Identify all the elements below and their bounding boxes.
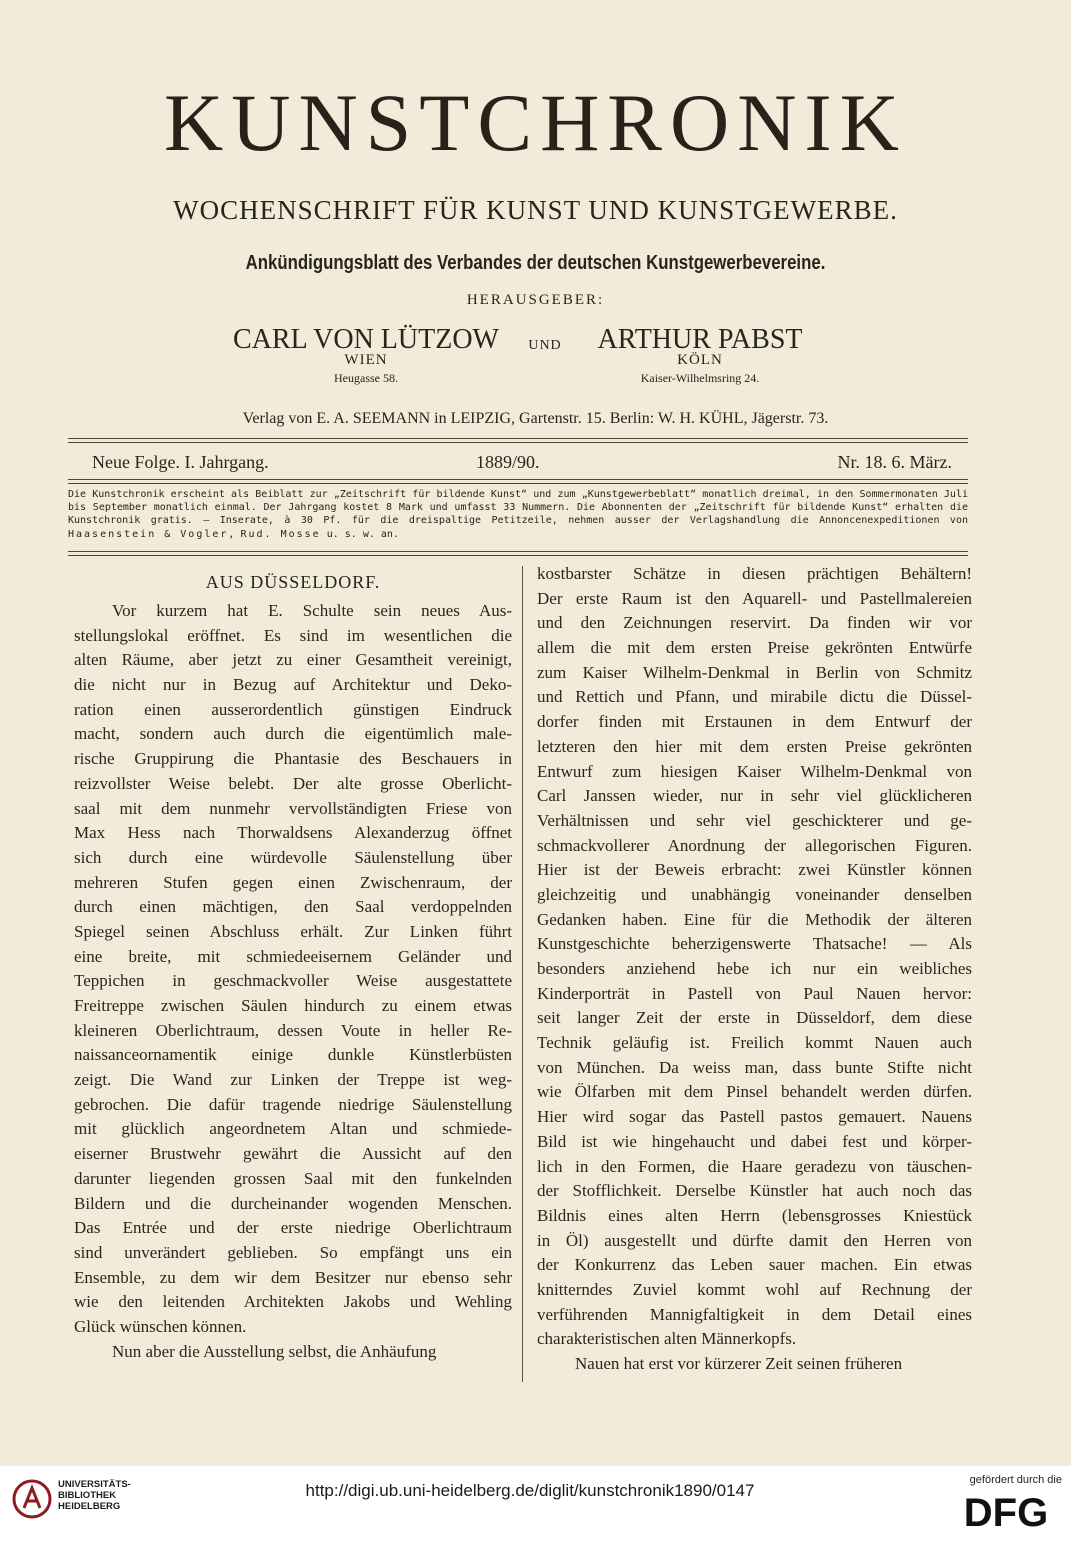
- text-line: Max Hess nach Thorwaldsens Alexanderzug öffnet: [74, 823, 512, 843]
- text-line: allem die mit dem ersten Preise gekrönten Entwürfe: [537, 638, 972, 658]
- text-line: Nun aber die Ausstellung selbst, die Anhäufung: [112, 1341, 437, 1361]
- text-line: mit glücklich angeordnetem Altan und schmiede-: [74, 1119, 512, 1139]
- notice-text-end: u. s. w. an.: [320, 528, 399, 540]
- text-line: sind unverändert geblieben. So empfängt uns ein: [74, 1242, 512, 1262]
- footer-bar: [0, 1466, 1071, 1542]
- editor-city: WIEN: [344, 352, 388, 368]
- text-line: Ensemble, zu dem wir dem Besitzer nur ebenso sehr: [74, 1267, 512, 1287]
- article-title: AUS DÜSSELDORF.: [205, 572, 381, 592]
- text-line: ration einen ausserordentlich günstigen Eindruck: [74, 699, 512, 719]
- text-line: alten Räume, aber jetzt zu einer Gesamtheit vereinigt,: [74, 650, 512, 670]
- text-line: wie Ölfarben mit dem Pinsel behandelt werden dürfen.: [537, 1082, 972, 1102]
- text-line: zeigt. Die Wand zur Linken der Treppe ist weg-: [74, 1070, 512, 1090]
- issue-series: Neue Folge. I. Jahrgang.: [92, 452, 269, 472]
- dfg-logo: [955, 1490, 1057, 1532]
- text-line: kostbarster Schätze in diesen prächtigen Behältern!: [537, 564, 972, 583]
- divider-rule: [68, 442, 968, 443]
- dfg-logo-text: DFG: [963, 1491, 1049, 1532]
- text-line: verführenden Mannigfaltigkeit in dem Detail eines: [537, 1304, 972, 1324]
- text-line: Bildnis eines alten Herrn (lebensgrosses Kniestück: [537, 1205, 972, 1225]
- text-line: mehreren Stufen gegen einen Zwischenraum, der: [74, 872, 512, 892]
- editor-city: KÖLN: [677, 352, 723, 368]
- text-line: der Konkurrenz das Leben sauer machen. Ein etwas: [537, 1255, 972, 1275]
- text-line: Bild ist wie hingehaucht und dabei fest und körper-: [537, 1131, 972, 1151]
- publisher-label: HERAUSGEBER:: [466, 292, 605, 308]
- text-line: Hier wird sogar das Pastell pastos gemauert. Nauens: [537, 1107, 972, 1127]
- issue-info-row: [92, 452, 952, 476]
- notice-text: Die Kunstchronik erscheint als Beiblatt zur „Zeitschrift für bildende Kunst“ und zum „Kunstgewerbeblatt“ monatlich dreimal, in den Sommermonaten Juli bis September monatlich einmal. Der Jahrgang kostet 8 Mark und umfasst 33 Nummern. Die Abonnenten der „Zeitschrift für bildende Kunst“ erhalten die Kunstchronik gratis. — Inserate, à 30 Pf. für die dreispaltige Petitzeile, nehmen ausser der Verlagshandlung die Annoncenexpeditionen von: [68, 489, 968, 527]
- column-divider: [522, 566, 523, 1382]
- editor-conjunction: UND: [528, 338, 562, 353]
- text-line: der Stofflichkeit. Derselbe Künstler hat auch noch das: [537, 1181, 972, 1201]
- text-line: rische Gruppirung die Phantasie des Beschauers in: [74, 749, 512, 769]
- text-line: eine breite, mit schmiedeeisernem Geländer und: [74, 946, 512, 966]
- text-line: sich durch eine würdevolle Säulenstellung über: [74, 847, 512, 867]
- editor-block-1: [216, 324, 516, 386]
- text-line: dorfer finden mit Erstaunen in dem Entwurf der: [537, 712, 972, 732]
- editor-address: Heugasse 58.: [334, 371, 398, 385]
- text-line: schmackvollerer Anordnung der allegorischen Figuren.: [537, 835, 972, 855]
- text-line: Gedanken haben. Eine für die Methodik der älteren: [537, 909, 972, 929]
- text-line: Das Entrée und der erste niedrige Oberlichtraum: [74, 1218, 512, 1238]
- funding-label: gefördert durch die: [969, 1474, 1062, 1486]
- source-url-link[interactable]: http://digi.ub.uni-heidelberg.de/diglit/kunstchronik1890/0147: [305, 1481, 755, 1500]
- masthead-subtitle: WOCHENSCHRIFT FÜR KUNST UND KUNSTGEWERBE.: [173, 195, 898, 225]
- association-line: Ankündigungsblatt des Verbandes der deutschen Kunstgewerbevereine.: [245, 252, 826, 274]
- editor-name: ARTHUR PABST: [597, 324, 803, 355]
- text-line: stellungslokal eröffnet. Es sind im wesentlichen die: [74, 625, 512, 645]
- divider-rule: [68, 551, 968, 552]
- university-seal-icon: [12, 1478, 52, 1520]
- text-line: Der erste Raum ist den Aquarell- und Pastellmalereien: [537, 588, 972, 608]
- text-line: Glück wünschen können.: [74, 1316, 247, 1336]
- text-line: seit langer Zeit der erste in Düsseldorf, dem diese: [537, 1008, 972, 1028]
- text-line: charakteristischen alten Männerkopfs.: [537, 1329, 797, 1349]
- library-name-line: UNIVERSITÄTS-: [58, 1479, 131, 1490]
- text-line: wie den leitenden Architekten Jakobs und Wehling: [74, 1292, 512, 1312]
- text-line: reizvollster Weise belebt. Der alte grosse Oberlicht-: [74, 773, 512, 793]
- text-line: Entwurf zum hiesigen Kaiser Wilhelm-Denkmal von: [537, 761, 972, 781]
- text-line: kleineren Oberlichtraum, dessen Voute in heller Re-: [74, 1020, 512, 1040]
- text-line: Hier ist der Beweis erbracht: zwei Künstler können: [537, 860, 972, 880]
- text-line: Verhältnissen und sehr viel geschickterer und ge-: [537, 810, 972, 830]
- text-line: darunter liegenden grossen Saal mit den funkelnden: [74, 1168, 512, 1188]
- text-line: knitterndes Zuviel kommt wohl auf Rechnung der: [537, 1279, 972, 1299]
- text-line: eiserner Brustwehr gewährt die Aussicht auf den: [74, 1144, 512, 1164]
- text-line: besonders anziehend hebe ich nur ein weibliches: [537, 959, 972, 978]
- text-line: lich in den Formen, die Haare geradezu von täuschen-: [537, 1156, 972, 1176]
- text-line: Kinderporträt in Pastell von Paul Nauen hervor:: [537, 983, 972, 1003]
- editor-address: Kaiser-Wilhelmsring 24.: [640, 371, 760, 385]
- library-name-line: HEIDELBERG: [58, 1501, 121, 1512]
- text-line: in Öl) ausgestellt und dürfte damit den Herren von: [537, 1230, 972, 1250]
- text-line: Bildern und die durcheinander wogenden Menschen.: [74, 1193, 512, 1213]
- notice-agency: Rud. Mosse: [240, 528, 321, 540]
- issue-number-date: Nr. 18. 6. März.: [837, 452, 952, 472]
- text-line: die nicht nur in Bezug auf Architektur und Deko-: [74, 675, 512, 695]
- article-column-left: [74, 599, 512, 1364]
- text-line: gleichzeitig und unabhängig voneinander denselben: [537, 884, 972, 904]
- text-line: Spiegel seinen Abschluss erhält. Zur Linken führt: [74, 921, 512, 941]
- library-name-line: BIBLIOTHEK: [58, 1490, 117, 1501]
- divider-rule: [68, 555, 968, 556]
- article-column-right: [537, 562, 972, 1377]
- notice-agency: Haasenstein & Vogler: [68, 528, 229, 540]
- text-line: letzteren den hier mit dem ersten Preise gekrönten: [537, 736, 972, 756]
- notice-separator: ,: [228, 528, 241, 540]
- text-line: Kunstgeschichte beherzigenswerte Thatsache! — Als: [537, 934, 972, 954]
- text-line: Teppichen in geschmackvoller Weise ausgestattete: [74, 971, 512, 991]
- text-line: und den Zeichnungen reservirt. Da finden wir vor: [537, 613, 972, 633]
- divider-rule: [68, 479, 968, 480]
- text-line: Carl Janssen wieder, nur in sehr viel glücklicheren: [537, 786, 972, 806]
- text-line: naissanceornamentik einige dunkle Künstlerbüsten: [74, 1045, 512, 1065]
- masthead-title: KUNSTCHRONIK: [164, 77, 907, 168]
- editor-block-2: [550, 324, 850, 386]
- subscription-notice: [68, 488, 968, 541]
- text-line: Vor kurzem hat E. Schulte sein neues Aus-: [112, 601, 512, 620]
- text-line: Technik geläufig ist. Freilich kommt Nauen auch: [537, 1033, 972, 1053]
- text-line: durch einen mächtigen, den Saal verdoppelnden: [74, 897, 512, 917]
- text-line: macht, sondern auch durch die eigentümlich male-: [74, 724, 512, 744]
- editor-name: CARL VON LÜTZOW: [233, 324, 499, 355]
- text-line: Freitreppe zwischen Säulen hindurch zu einem etwas: [74, 996, 512, 1015]
- text-line: gebrochen. Die dafür tragende niedrige Säulenstellung: [74, 1094, 512, 1114]
- text-line: von München. Da weiss man, dass bunte Stifte nicht: [537, 1057, 972, 1077]
- issue-year: 1889/90.: [476, 452, 540, 472]
- divider-rule: [68, 483, 968, 484]
- text-line: saal mit dem nunmehr vervollständigten Friese von: [74, 798, 512, 818]
- text-line: zum Kaiser Wilhelm-Denkmal in Berlin von Schmitz: [537, 662, 972, 682]
- text-line: Nauen hat erst vor kürzerer Zeit seinen früheren: [575, 1354, 903, 1373]
- library-name: [58, 1479, 131, 1512]
- publisher-line: Verlag von E. A. SEEMANN in LEIPZIG, Gartenstr. 15. Berlin: W. H. KÜHL, Jägerstr. 73.: [242, 410, 829, 427]
- text-line: und Rettich und Pfann, und mirabile dictu die Düssel-: [537, 687, 972, 707]
- divider-rule: [68, 438, 968, 439]
